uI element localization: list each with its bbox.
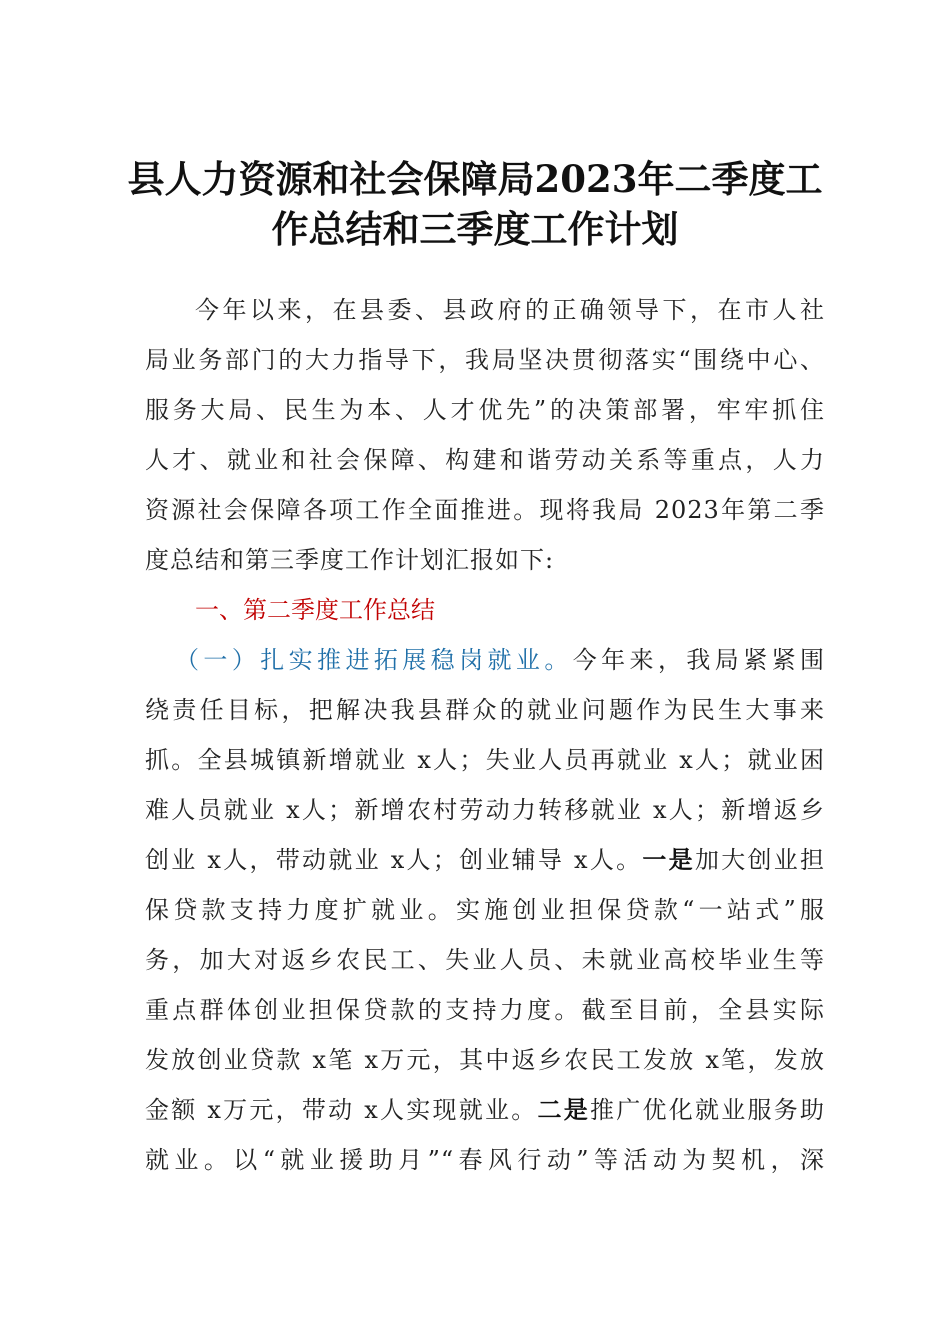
intro-paragraph-line: 服务大局、民生为本、人才优先”的决策部署，牢牢抓住	[145, 396, 825, 424]
paragraph-text: 金额 x万元，带动 x人实现就业。	[145, 1096, 538, 1124]
intro-paragraph-line: 度总结和第三季度工作计划汇报如下:	[145, 546, 555, 574]
paragraph-line: 就业。以“就业援助月”“春风行动”等活动为契机，深	[145, 1146, 825, 1174]
paragraph-text: 加大创业担	[694, 846, 826, 874]
intro-paragraph-line: 人才、就业和社会保障、构建和谐劳动关系等重点，人力	[145, 446, 825, 474]
paragraph-line: 抓。全县城镇新增就业 x人；失业人员再就业 x人；就业困	[145, 746, 825, 774]
paragraph-line: 重点群体创业担保贷款的支持力度。截至目前，全县实际	[145, 996, 825, 1024]
paragraph-line	[145, 1094, 825, 1126]
bold-marker: 一是	[642, 845, 695, 874]
paragraph-line: 发放创业贷款 x笔 x万元，其中返乡农民工发放 x笔，发放	[145, 1046, 825, 1074]
paragraph-line: 保贷款支持力度扩就业。实施创业担保贷款“一站式”服	[145, 896, 825, 924]
paragraph-line: 难人员就业 x人；新增农村劳动力转移就业 x人；新增返乡	[145, 796, 825, 824]
paragraph-text: 推广优化就业服务助	[590, 1096, 826, 1124]
paragraph-text: 创业 x人，带动就业 x人；创业辅导 x人。	[145, 846, 643, 874]
bold-marker: 二是	[537, 1095, 591, 1124]
paragraph-line: 务，加大对返乡农民工、失业人员、未就业高校毕业生等	[145, 946, 825, 974]
document-title-line-1: 县人力资源和社会保障局2023年二季度工	[127, 157, 823, 201]
subsection-heading: （一）扎实推进拓展稳岗就业。	[175, 646, 573, 674]
subsection-first-line	[175, 644, 825, 676]
paragraph-line: 绕责任目标，把解决我县群众的就业问题作为民生大事来	[145, 696, 825, 724]
subsection-heading-rest: 今年来，我局紧紧围	[572, 646, 826, 674]
intro-paragraph-line: 资源社会保障各项工作全面推进。现将我局 2023年第二季	[145, 496, 825, 524]
intro-paragraph-line: 局业务部门的大力指导下，我局坚决贯彻落实“围绕中心、	[145, 346, 825, 374]
intro-paragraph-line: 今年以来，在县委、县政府的正确领导下，在市人社	[195, 296, 825, 324]
paragraph-line	[145, 844, 825, 876]
section-heading: 一、第二季度工作总结	[195, 596, 435, 624]
document-title-line-2: 作总结和三季度工作计划	[271, 207, 679, 251]
